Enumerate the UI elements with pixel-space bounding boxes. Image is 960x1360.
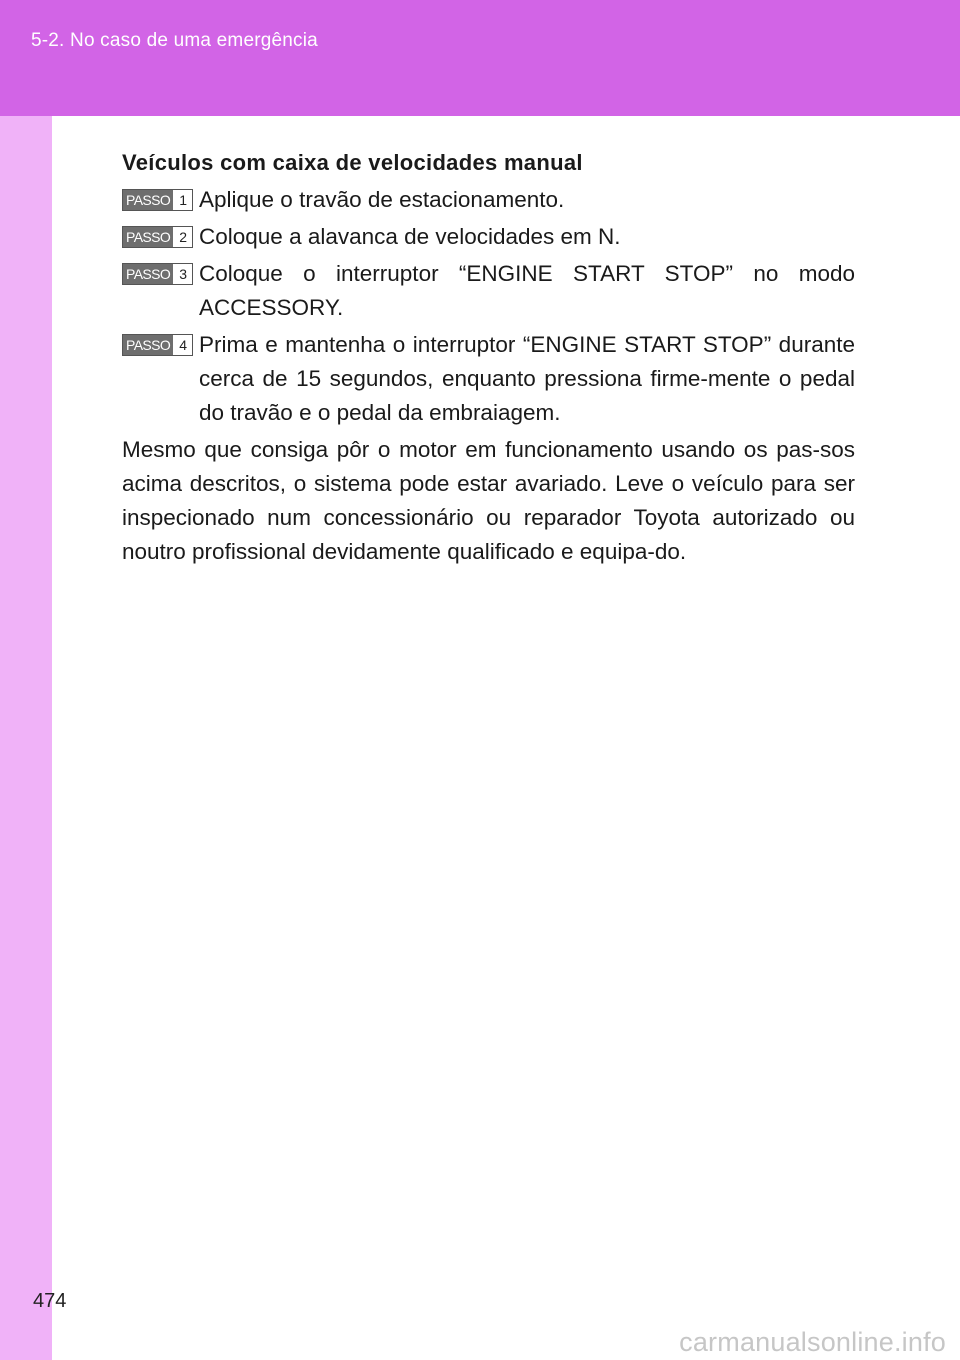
step-1 — [122, 183, 855, 217]
step-badge — [122, 263, 193, 285]
step-badge-number: 2 — [173, 227, 192, 247]
step-badge-label: PASSO — [123, 190, 173, 210]
step-badge — [122, 226, 193, 248]
page-content — [122, 146, 855, 569]
step-badge-label: PASSO — [123, 335, 173, 355]
section-header-band — [0, 0, 960, 116]
step-text: Aplique o travão de estacionamento. — [199, 187, 565, 212]
body-paragraph: Mesmo que consiga pôr o motor em funcionamento usando os pas-sos acima descritos, o sistema pode estar avariado. Leve o veículo para ser inspecionado num concessionário ou reparador Toyota autorizado ou noutro profissional devidamente qualificado e equipa-do. — [122, 437, 855, 564]
step-badge — [122, 334, 193, 356]
step-text: Coloque o interruptor “ENGINE START STOP” no modo ACCESSORY. — [199, 261, 855, 320]
step-text: Prima e mantenha o interruptor “ENGINE START STOP” durante cerca de 15 segundos, enquanto pressiona firme-mente o pedal do travão e o pedal da embraiagem. — [199, 332, 855, 425]
side-tab-band — [0, 116, 52, 1360]
subheading: Veículos com caixa de velocidades manual — [122, 150, 583, 175]
step-3 — [122, 257, 855, 325]
step-2 — [122, 220, 855, 254]
step-badge-number: 4 — [173, 335, 192, 355]
watermark: carmanualsonline.info — [679, 1327, 946, 1357]
step-badge-label: PASSO — [123, 227, 173, 247]
section-title: 5-2. No caso de uma emergência — [31, 30, 318, 51]
step-badge-number: 1 — [173, 190, 192, 210]
step-4 — [122, 328, 855, 430]
step-badge-number: 3 — [173, 264, 192, 284]
step-text: Coloque a alavanca de velocidades em N. — [199, 224, 621, 249]
step-badge — [122, 189, 193, 211]
page-number: 474 — [33, 1290, 67, 1312]
step-badge-label: PASSO — [123, 264, 173, 284]
